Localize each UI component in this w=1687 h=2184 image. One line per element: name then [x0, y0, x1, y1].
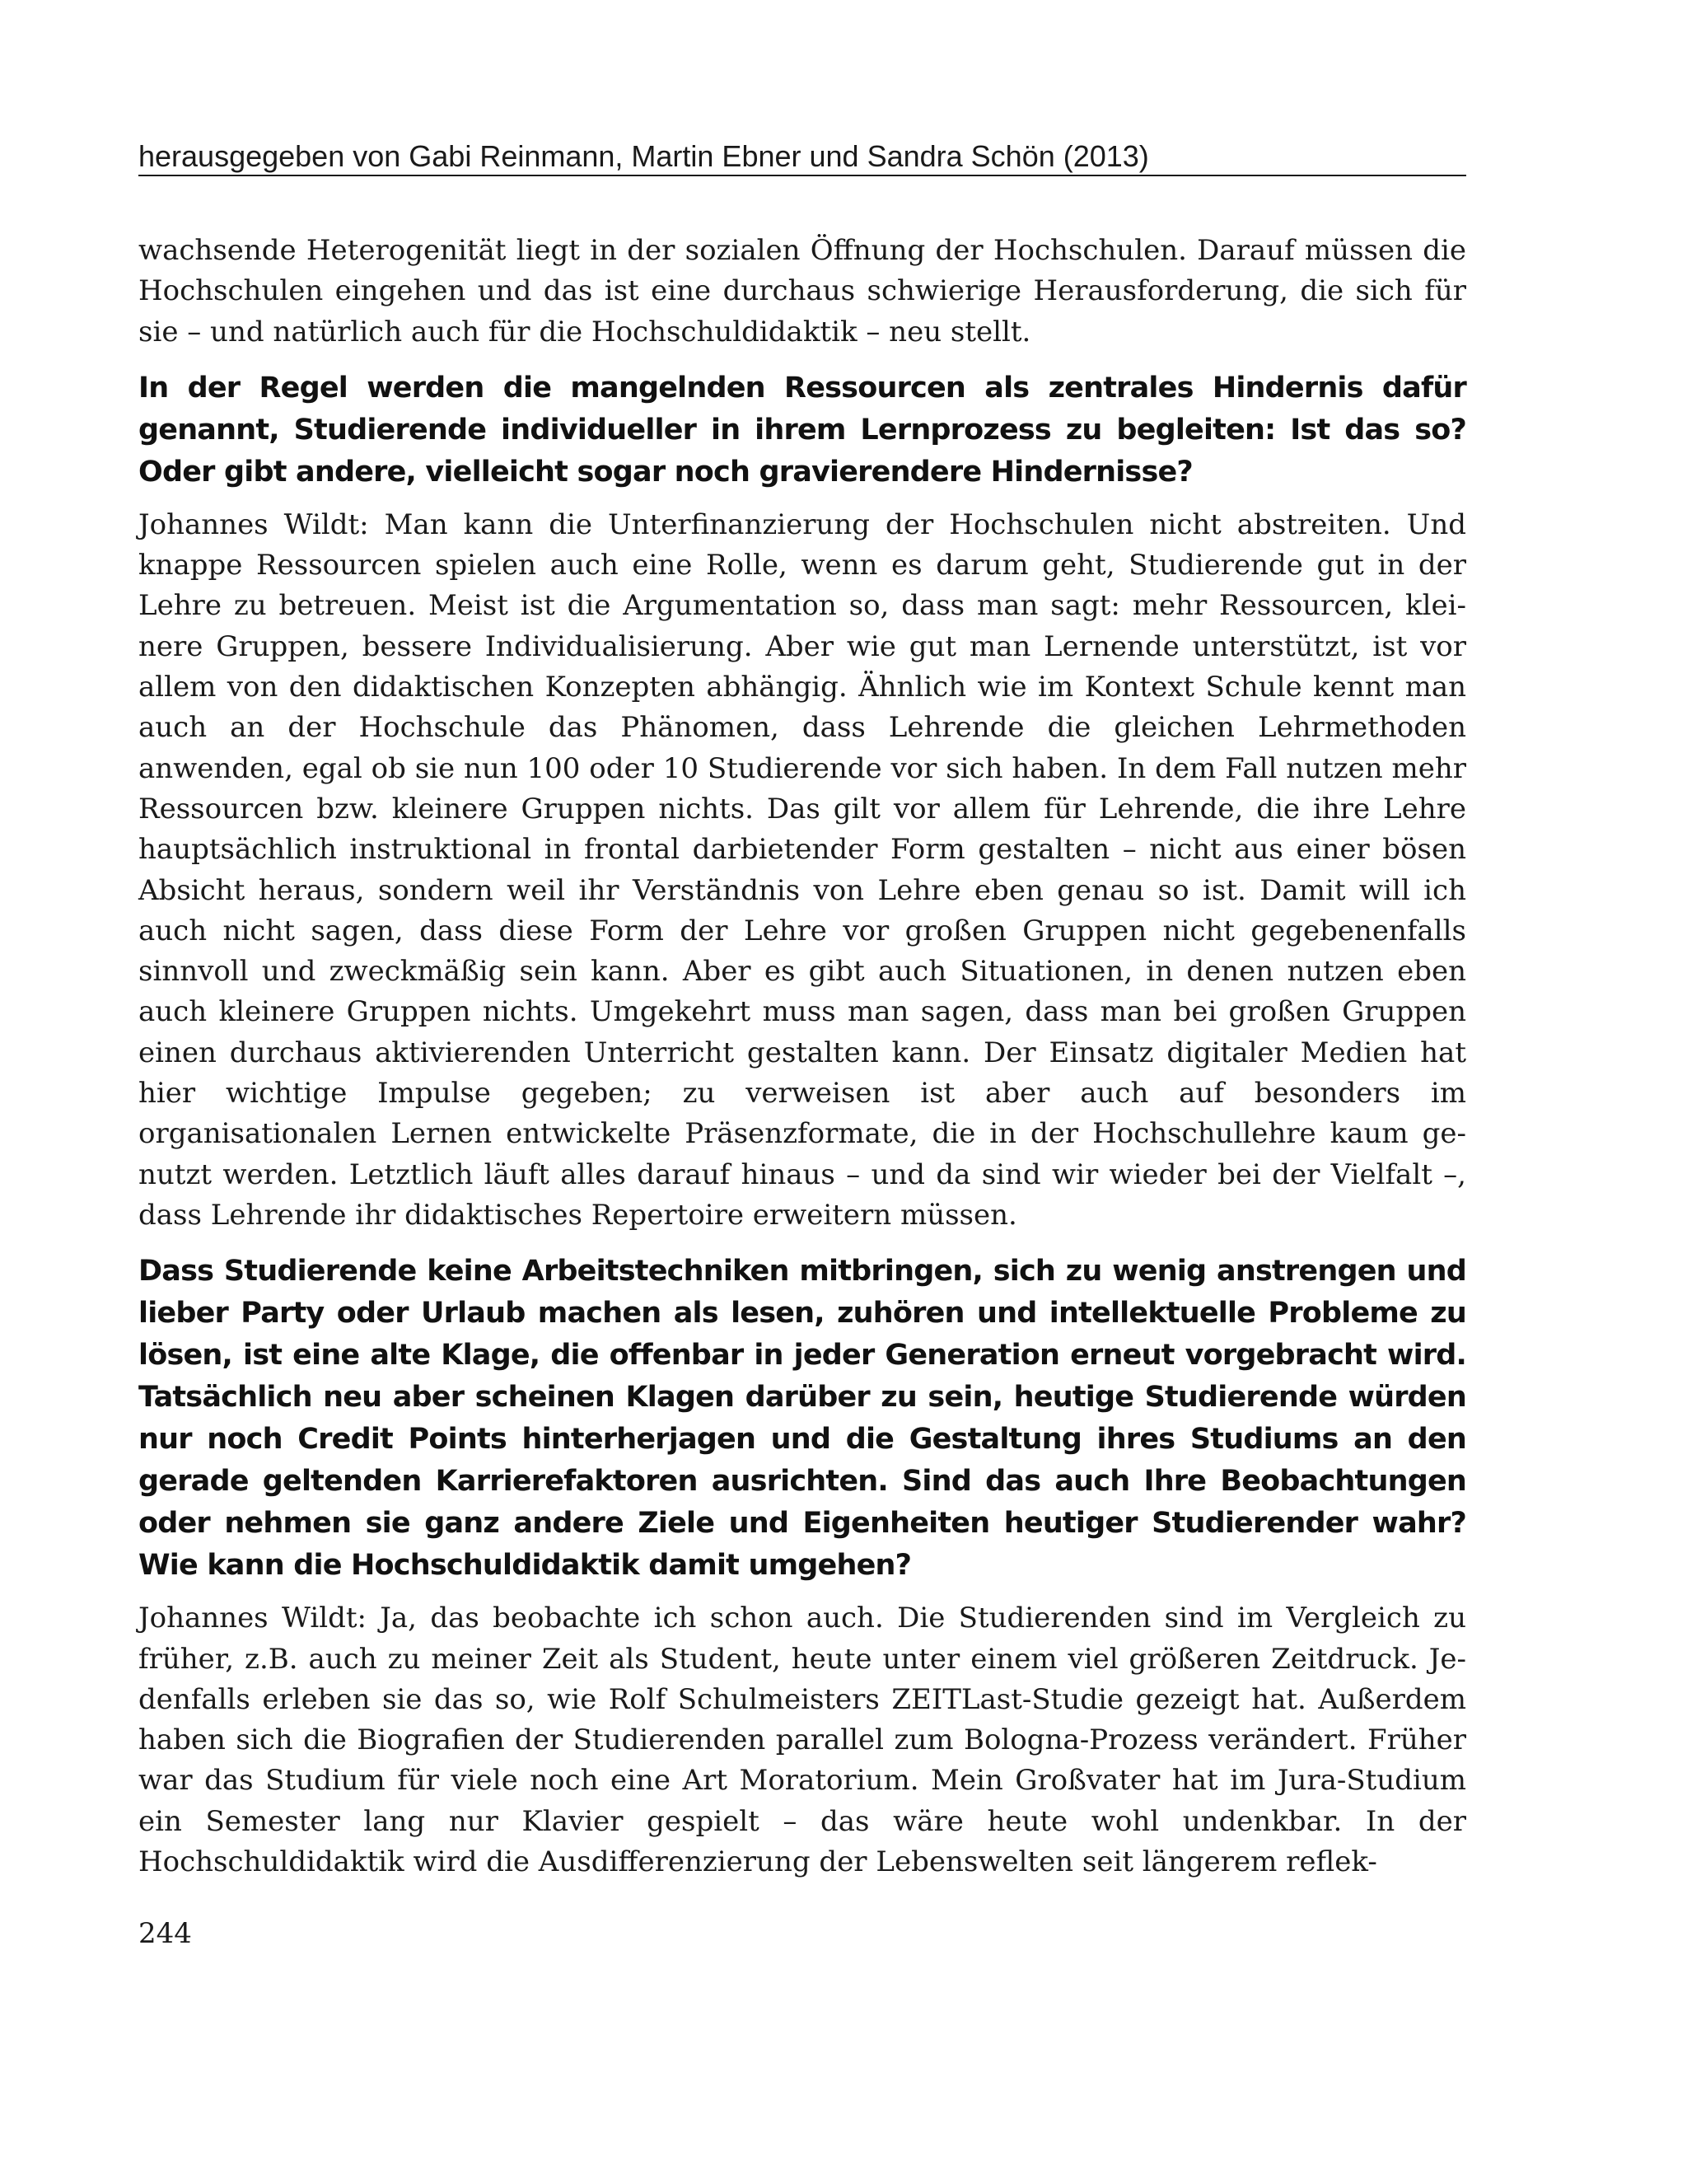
- answer-paragraph: Johannes Wildt: Man kann die Unterfinanzierung der Hochschulen nicht abstreiten. Und knappe Ressourcen spielen auch eine Rolle, wenn es darum geht, Studierende gut in der Lehre zu betreuen. Meist ist die Argumentation so, dass man sagt: mehr Ressourcen, kleinere Gruppen, bessere Individualisierung. Aber wie gut man Lernende unterstützt, ist vor allem von den didaktischen Konzepten abhängig. Ähnlich wie im Kontext Schule kennt man auch an der Hochschule das Phänomen, dass Lehrende die gleichen Lehrmethoden anwenden, egal ob sie nun 100 oder 10 Studierende vor sich haben. In dem Fall nutzen mehr Ressourcen bzw. kleinere Gruppen nichts. Das gilt vor allem für Lehrende, die ihre Lehre hauptsächlich instruktional in frontal darbietender Form gestalten – nicht aus einer bösen Absicht heraus, sondern weil ihr Verständnis von Lehre eben genau so ist. Damit will ich auch nicht sagen, dass diese Form der Lehre vor großen Gruppen nicht gegebenenfalls sinnvoll und zweckmäßig sein kann. Aber es gibt auch Situationen, in denen nutzen eben auch kleinere Gruppen nichts. Umgekehrt muss man sagen, dass man bei großen Gruppen einen durchaus aktivierenden Unterricht gestalten kann. Der Einsatz digitaler Medien hat hier wichtige Impulse gegeben; zu verweisen ist aber auch auf besonders im organisationalen Lernen entwickelte Präsenzformate, die in der Hochschullehre kaum genutzt werden. Letztlich läuft alles darauf hinaus – und da sind wir wieder bei der Vielfalt –, dass Lehrende ihr didaktisches Repertoire erweitern müssen.: [138, 507, 1466, 1232]
- answer-paragraph: Johannes Wildt: Ja, das beobachte ich schon auch. Die Studierenden sind im Vergleich zu früher, z.B. auch zu meiner Zeit als Student, heute unter einem viel größeren Zeitdruck. Jedenfalls erleben sie das so, wie Rolf Schulmeisters ZEITLast-Studie gezeigt hat. Außerdem haben sich die Biografien der Studierenden parallel zum Bologna-Prozess verändert. Früher war das Studium für viele noch eine Art Moratorium. Mein Großvater hat im Jura-Studium ein Semester lang nur Klavier gespielt – das wäre heute wohl undenkbar. In der Hochschuldidaktik wird die Ausdifferenzierung der Lebenswelten seit längerem reflek-: [138, 1602, 1466, 1879]
- interview-question: In der Regel werden die mangelnden Ressourcen als zentrales Hindernis dafür genannt, Studierende individueller in ihrem Lernprozess zu begleiten: Ist das so? Oder gibt andere, vielleicht sogar noch gravierendere Hindernisse?: [138, 371, 1466, 489]
- page-number: 244: [138, 1917, 192, 1950]
- running-header: herausgegeben von Gabi Reinmann, Martin Ebner und Sandra Schön (2013): [138, 139, 1149, 173]
- interview-question: Dass Studierende keine Arbeitstechniken mitbringen, sich zu wenig anstrengen und lieber Party oder Urlaub machen als lesen, zuhören und intellektuelle Probleme zu lösen, ist eine alte Klage, die offenbar in jeder Generation erneut vorgebracht wird. Tatsächlich neu aber scheinen Klagen darüber zu sein, heutige Studierende würden nur noch Credit Points hinterherjagen und die Gestaltung ihres Studiums an den gerade geltenden Karrierefaktoren ausrichten. Sind das auch Ihre Beobachtungen oder nehmen sie ganz andere Ziele und Eigenheiten heutiger Studierender wahr? Wie kann die Hochschuldidaktik damit umgehen?: [138, 1255, 1466, 1583]
- main-content: [138, 231, 1466, 1897]
- answer-paragraph: wachsende Heterogenität liegt in der sozialen Öffnung der Hochschulen. Darauf müssen die Hochschulen eingehen und das ist eine durchaus schwierige Herausforderung, die sich für sie – und natürlich auch für die Hochschuldidaktik – neu stellt.: [138, 234, 1466, 348]
- header-rule: [138, 175, 1466, 176]
- document-page: [138, 0, 1466, 2184]
